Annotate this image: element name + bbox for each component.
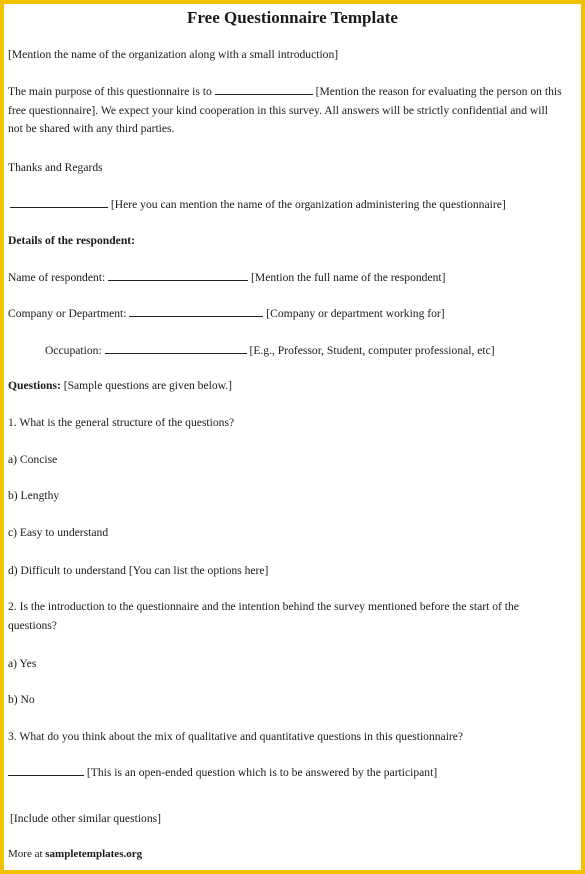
include-other-note: [Include other similar questions] <box>10 812 162 825</box>
purpose-paragraph <box>8 83 565 139</box>
document-title: Free Questionnaire Template <box>187 8 398 27</box>
purpose-text-start: The main purpose of this questionnaire is to <box>8 85 215 98</box>
occupation-blank[interactable] <box>105 342 247 354</box>
company-row <box>8 304 565 324</box>
footer-prefix: More at <box>8 848 46 860</box>
occupation-hint: [E.g., Professor, Student, computer professional, etc] <box>246 344 495 357</box>
question-2-option-b[interactable]: b) No <box>8 693 35 706</box>
respondent-name-row <box>8 268 565 288</box>
question-2-option-a[interactable]: a) Yes <box>8 657 37 670</box>
question-1-option-c[interactable]: c) Easy to understand <box>8 526 109 539</box>
footer-site-link[interactable]: sampletemplates.org <box>45 848 143 860</box>
intro-organization: [Mention the name of the organization along with a small introduction] <box>8 48 339 61</box>
respondent-name-hint: [Mention the full name of the respondent] <box>248 271 446 284</box>
question-3-answer-row <box>8 763 565 783</box>
signature-blank[interactable] <box>10 196 108 208</box>
company-blank[interactable] <box>129 305 263 317</box>
question-3: 3. What do you think about the mix of qualitative and quantitative questions in this questionnaire? <box>8 730 464 743</box>
question-1-option-d[interactable]: d) Difficult to understand [You can list the options here] <box>8 564 269 577</box>
purpose-blank[interactable] <box>215 83 313 95</box>
signature-line <box>8 195 565 215</box>
occupation-row <box>45 341 565 361</box>
purpose-text-end: [Mention the reason for evaluating the person on this free questionnaire]. We expect your kind cooperation in this survey. All answers will be strictly confidential and will not be shared with any third parties. <box>8 85 562 135</box>
question-3-answer-blank[interactable] <box>8 764 84 776</box>
question-1: 1. What is the general structure of the questions? <box>8 416 235 429</box>
question-3-answer-hint: [This is an open-ended question which is to be answered by the participant] <box>84 766 438 779</box>
questions-note: [Sample questions are given below.] <box>60 379 233 392</box>
respondent-heading: Details of the respondent: <box>8 234 135 247</box>
respondent-name-label: Name of respondent: <box>8 271 109 284</box>
respondent-name-blank[interactable] <box>108 269 248 281</box>
company-label: Company or Department: <box>8 307 130 320</box>
question-1-option-a[interactable]: a) Concise <box>8 453 58 466</box>
occupation-label: Occupation: <box>45 344 105 357</box>
questions-header-row <box>8 376 565 396</box>
question-2: 2. Is the introduction to the questionnaire and the intention behind the survey mentioned before the start of the questions? <box>8 600 519 632</box>
signature-hint: [Here you can mention the name of the organization administering the questionnaire] <box>108 198 506 211</box>
question-1-option-b[interactable]: b) Lengthy <box>8 489 60 502</box>
thanks-text: Thanks and Regards <box>8 161 103 174</box>
questions-heading: Questions: <box>8 379 61 392</box>
company-hint: [Company or department working for] <box>263 307 445 320</box>
footer <box>8 848 142 860</box>
